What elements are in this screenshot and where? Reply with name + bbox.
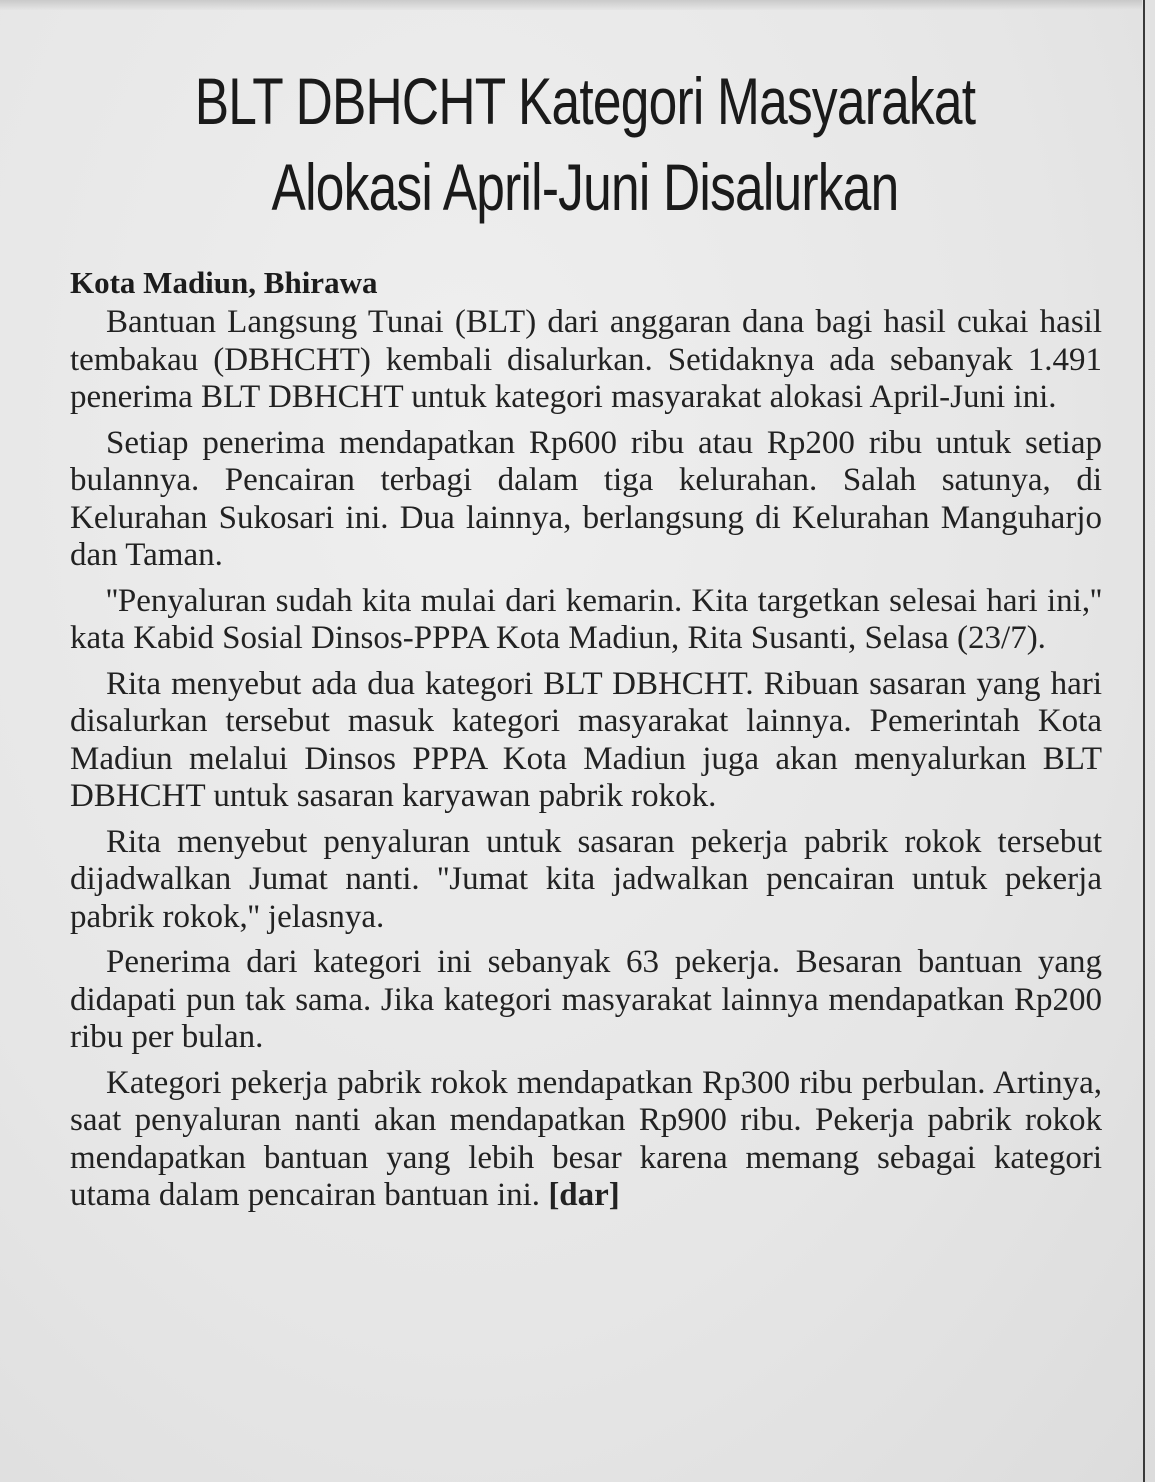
paragraph-final [70, 1065, 1102, 1215]
paragraph: ''Penyaluran sudah kita mulai dari kemarin. Kita targetkan selesai hari ini,'' kata Kabid Sosial Dinsos-PPPA Kota Madiun, Rita Susanti, Selasa (23/7). [70, 582, 1102, 656]
paragraph: Rita menyebut ada dua kategori BLT DBHCHT. Ribuan sasaran yang hari disalurkan tersebut masuk kategori masyarakat lainnya. Pemerintah Kota Madiun melalui Dinsos PPPA Kota Madiun juga akan menyalurkan BLT DBHCHT untuk sasaran karyawan pabrik rokok. [70, 665, 1102, 814]
paragraph: Bantuan Langsung Tunai (BLT) dari anggaran dana bagi hasil cukai hasil tembakau (DBHCHT) kembali disalurkan. Setidaknya ada sebanyak 1.491 penerima BLT DBHCHT untuk kategori masyarakat alokasi April-Juni ini. [70, 304, 1102, 415]
headline-line-2: Alokasi April-Juni Disalurkan [271, 150, 899, 224]
headline [176, 58, 995, 230]
dateline: Kota Madiun, Bhirawa [70, 265, 378, 300]
author-signoff: [dar] [548, 1177, 620, 1213]
paragraph: Rita menyebut penyaluran untuk sasaran pekerja pabrik rokok tersebut dijadwalkan Jumat nanti. ''Jumat kita jadwalkan pencairan untuk pekerja pabrik rokok,'' jelasnya. [70, 823, 1102, 935]
paragraph-final-text: Kategori pekerja pabrik rokok mendapatkan Rp300 ribu perbulan. Artinya, saat penyaluran nanti akan mendapatkan Rp900 ribu. Pekerja pabrik rokok mendapatkan bantuan yang lebih besar karena memang sebagai kategori utama dalam pencairan bantuan ini. [70, 1064, 1102, 1213]
column-divider [1143, 0, 1145, 1482]
paragraph: Setiap penerima mendapatkan Rp600 ribu atau Rp200 ribu untuk setiap bulannya. Pencairan terbagi dalam tiga kelurahan. Salah satunya, di Kelurahan Sukosari ini. Dua lainnya, berlangsung di Kelurahan Manguharjo dan Taman. [70, 424, 1102, 573]
top-border [0, 0, 1142, 10]
headline-line-1: BLT DBHCHT Kategori Masyarakat [194, 64, 976, 138]
paragraph: Penerima dari kategori ini sebanyak 63 pekerja. Besaran bantuan yang didapati pun tak sama. Jika kategori masyarakat lainnya mendapatkan Rp200 ribu per bulan. [70, 944, 1102, 1055]
article-body [70, 262, 1102, 1215]
